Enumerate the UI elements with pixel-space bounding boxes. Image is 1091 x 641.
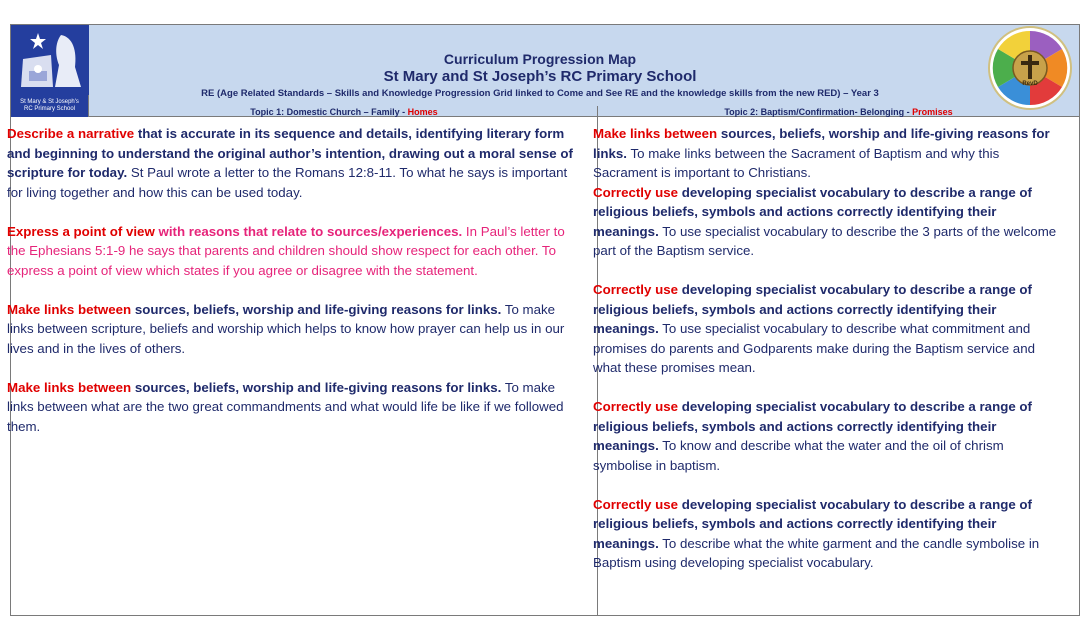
page-subtitle: RE (Age Related Standards – Skills and Knowledge Progression Grid linked to Come and See RE and the knowledge skills from the new RED) – Year 3 — [201, 88, 879, 99]
objective-paragraph — [593, 495, 1061, 573]
topic-1-column — [7, 124, 581, 456]
skill-statement: sources, beliefs, worship and life-giving reasons for links. — [593, 126, 1050, 161]
skill-keyword: Make links between — [7, 379, 132, 395]
skill-statement: developing specialist vocabulary to describe a range of religious beliefs, symbols and actions correctly identifying their meanings. — [593, 282, 1032, 336]
objective-text: To use specialist vocabulary to describe what commitment and promises do parents and Godparents make during the Baptism service and what these promises mean. — [593, 321, 1035, 375]
logo-text: RevD — [1022, 81, 1038, 87]
topic-2-theme: Promises — [912, 107, 953, 117]
logo-caption-line-1: St Mary & St Joseph's — [20, 99, 79, 105]
topic-1-heading — [91, 106, 597, 118]
skill-statement: that is accurate in its sequence and details, identifying literary form and beginning to understand the original author’s intention, drawing out a moral sense of scripture for today. — [7, 126, 573, 180]
objective-paragraph — [7, 378, 581, 437]
skill-statement: developing specialist vocabulary to describe a range of religious beliefs, symbols and actions correctly identifying their meanings. — [593, 496, 1032, 551]
skill-keyword: Express a point of view — [7, 223, 155, 239]
objective-paragraph — [593, 397, 1061, 475]
skill-statement: sources, beliefs, worship and life-giving reasons for links. — [131, 301, 502, 317]
header-banner — [11, 25, 1079, 117]
skill-keyword: Correctly use — [593, 399, 678, 414]
topic-2-heading — [598, 106, 1079, 118]
objective-text: St Paul wrote a letter to the Romans 12:8-11. To what he says is important for living together and how this can be used today. — [7, 165, 568, 200]
topic-row — [11, 106, 1079, 118]
objective-text: To make links between what are the two great commandments and what would life be like if we followed them. — [7, 379, 564, 434]
page-title: Curriculum Progression Map — [443, 51, 637, 67]
skill-keyword: Correctly use — [593, 282, 678, 297]
skill-statement: sources, beliefs, worship and life-giving reasons for links. — [131, 379, 502, 395]
title-block — [91, 51, 989, 100]
objective-paragraph — [593, 124, 1061, 183]
nativity-logo-icon — [11, 25, 89, 95]
red-wheel-logo-icon — [987, 25, 1073, 111]
skill-keyword: Make links between — [7, 301, 132, 317]
objective-paragraph — [7, 124, 581, 202]
topic-2-column — [593, 124, 1061, 592]
objective-text: To use specialist vocabulary to describe the 3 parts of the welcome part of the Baptism service. — [593, 223, 1057, 258]
objective-text: To make links between the Sacrament of Baptism and why this Sacrament is important to Christians. — [593, 145, 1000, 180]
objective-paragraph — [593, 280, 1061, 378]
topic-1-label: Topic 1: Domestic Church – Family - — [250, 107, 408, 117]
skill-statement: with reasons that relate to sources/experiences. — [154, 223, 463, 239]
objective-text: To know and describe what the water and the oil of chrism symbolise in baptism. — [593, 438, 1004, 473]
topic-2-label: Topic 2: Baptism/Confirmation- Belonging - — [724, 107, 913, 117]
logo-caption-line-2: RC Primary School — [23, 106, 75, 112]
skill-keyword: Correctly use — [593, 496, 678, 512]
school-logo — [11, 25, 89, 117]
objective-text: In Paul’s letter to the Ephesians 5:1-9 he says that parents and children should show respect for each other. To express a point of view which states if you agree or disagree with the statement. — [7, 223, 565, 278]
skill-keyword: Correctly use — [593, 184, 678, 200]
objective-text: To describe what the white garment and the candle symbolise in Baptism using developing specialist vocabulary. — [593, 535, 1040, 570]
skill-statement: developing specialist vocabulary to describe a range of religious beliefs, symbols and actions correctly identifying their meanings. — [593, 399, 1032, 453]
objective-paragraph — [593, 183, 1061, 261]
objective-text: To make links between scripture, beliefs and worship which helps to know how prayer can help us in our lives and in the lives of others. — [7, 301, 565, 356]
objective-paragraph — [7, 222, 581, 281]
skill-keyword: Make links between — [593, 126, 718, 141]
school-name: St Mary and St Joseph’s RC Primary School — [383, 68, 697, 85]
topic-1-theme: Homes — [407, 107, 438, 117]
skill-keyword: Describe a narrative — [7, 126, 135, 141]
objective-paragraph — [7, 300, 581, 359]
skill-statement: developing specialist vocabulary to describe a range of religious beliefs, symbols and actions correctly identifying their meanings. — [593, 184, 1032, 239]
